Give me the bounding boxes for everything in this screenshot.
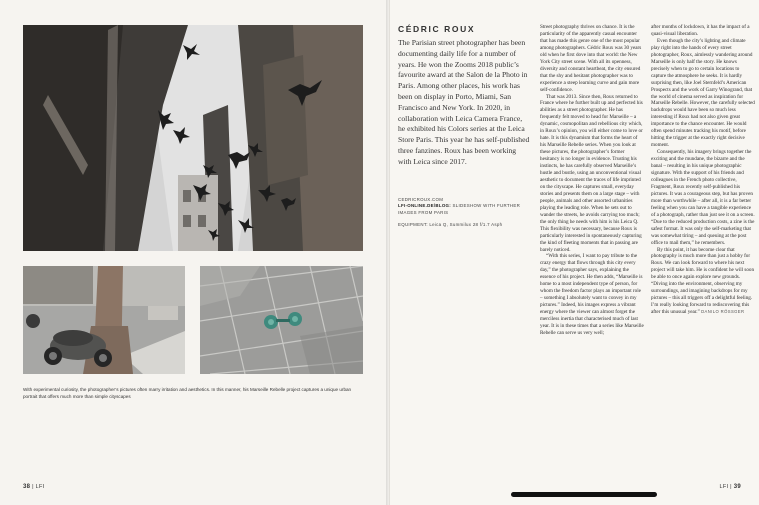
folio-left: 38 | LFI [23,484,45,490]
paragraph: Consequently, his imagery brings together the exciting and the mundane, the bizarre and the banal – resulting in his unique photographic signature. With the support of his friends and colleagues in the French photo collective, Fragment, Roux recently self-published his pictures. It was a courageous step, but has proven more than worthwhile – after all, it is a far better feeling when you can have a tangible experience of a photograph, rather than just see it on a screen. “Due to the reduced production costs, a zine is the safest format. It was only the self-marketing that was somewhat tiring – and queuing at the post office to mail them,” he remembers. [651,149,755,246]
paragraph: “With this series, I want to pay tribute to the crazy energy that flows through this city every day,” the photographer says, explaining the essence of his project. He then adds, “Marseille is home to a most independent type of person, for whom the freedom factor plays an important role – something I absolutely want to convey in my pictures.” Indeed, his images express a vibrant energy where the viewer can almost forget the merciless inertia that characterised much of last year. It is in these times that a series like Marseille Rebelle can serve us very well; [540,253,644,336]
pigeons-photo-art [23,25,363,251]
photographer-name: CÉDRIC ROUX [398,24,476,34]
magazine-label: LFI [719,484,729,490]
paragraph: Even though the city’s lighting and climate play right into the hands of every street photographer, Roux, aimlessly wandering around Marseille is only half the story. He knows precisely when to go to certain locations to capture the atmosphere he seeks. It is hardly surprising then, like Joel Sternfeld’s American Prospects and the work of Garry Winogrand, that the world of cinema served as inspiration for Marseille Rebelle. However, the carefully selected backdrops would have been so much less interesting if Roux had not also given great importance to the chance encounter. He would often spend minutes tracking his motif, before hitting the trigger at the exactly right decisive moment. [651,37,755,149]
blog-text: SLIDESHOW WITH FURTHER IMAGES FROM PARIS [398,203,521,215]
paragraph: Street photography thrives on chance. It is the particularity of the apparently casual encounter that has made this genre one of the most popular among photographers. Cédric Roux was 30 years old when he first dove into that world: the New York City street scene. With all its openness, diversity and constant heartbeat, the city ensured that the shy and hesitant photographer was to experience a steep learning curve and gain more self-confidence. [540,24,642,93]
photographer-links [398,197,531,229]
website-link[interactable]: CEDRICROUX.COM [398,197,444,202]
page-number: 38 [23,484,31,490]
photo-caption: With experimental curiosity, the photographer’s pictures often marry irritation and aesthetics. In this manner, his Marseille Rebelle project captures a unique urban portrait that offers much more than simple cityscapes [23,387,352,399]
article-column-2 [651,24,755,316]
photo-pavement-object [200,266,363,374]
blog-line [398,203,531,216]
scooter-photo-art [23,266,185,374]
photographer-intro [398,24,531,168]
paragraph: That was 2013. Since then, Roux returned to France where he further built up and perfected his abilities as a street photographer. He has frequently felt moved to head for Marseille – a dynamic, cosmopolitan and rebellious city which, in Roux’s opinion, you will either come to love or hate. It is this dynamism that forms the heart of his Marseille Rebelle series. When you look at these pictures, the photographer’s former hesitancy is no longer in evidence. Trusting his instincts, he has carefully observed Marseille’s hustle and bustle, using an unconventional visual aesthetic to document the traces of life imprinted on the cityscape. He captures small, everyday stories and presents them on a large stage – with people, animals and other assorted urbanities playing the leading role. When he sets out to wander the streets, he avoids carrying too much; the only thing he needs with him is his Leica Q. This flexibility was necessary, because Roux is particularly interested in spontaneously capturing the kind of fleeting moments that in passing are barely noticed. [540,93,643,253]
equipment-note: EQUIPMENT: Leica Q, Summilux 28 f/1.7 Asph [398,222,503,228]
photo-pigeons-alley [23,25,363,251]
home-indicator-bar[interactable] [511,492,657,497]
folio-right: LFI | 39 [719,484,741,490]
magazine-label: LFI [35,484,45,490]
blog-link[interactable]: LFI-ONLINE.DE/BLOG: [398,203,452,209]
paragraph-text: By this point, it has become clear that photography is much more than just a hobby for Roux. We can look forward to where his next project will take him. He is confident he will soon be able to once again explore new grounds. “Diving into the environment, observing my surroundings, and imagining backdrops for my pictures – this all triggers off a delightful feeling. I’m really looking forward to rediscovering this after this unusual year.” [651,246,755,316]
photographer-bio: The Parisian street photographer has been documenting daily life for a number of years. He won the Zooms 2018 public’s favourite award at the Salon de la Photo in Paris. Among other places, his work has been on display in Porto, Miami, San Francisco and New York. In 2020, in collaboration with Leica Camera France, he exhibited his Colors series at the Leica Store Paris. This year he has self-published three fanzines. Roux has been working with Leica since 2017. [398,38,530,166]
photo-scooter-tree [23,266,185,374]
article-column-1 [540,24,644,337]
pavement-photo-art [200,266,363,374]
paragraph: after months of lockdown, it has the impact of a quasi-visual liberation. [651,24,750,37]
author-signature: DANILO RÖSSGER [701,309,745,315]
paragraph [651,247,755,317]
page-number: 39 [733,484,741,490]
